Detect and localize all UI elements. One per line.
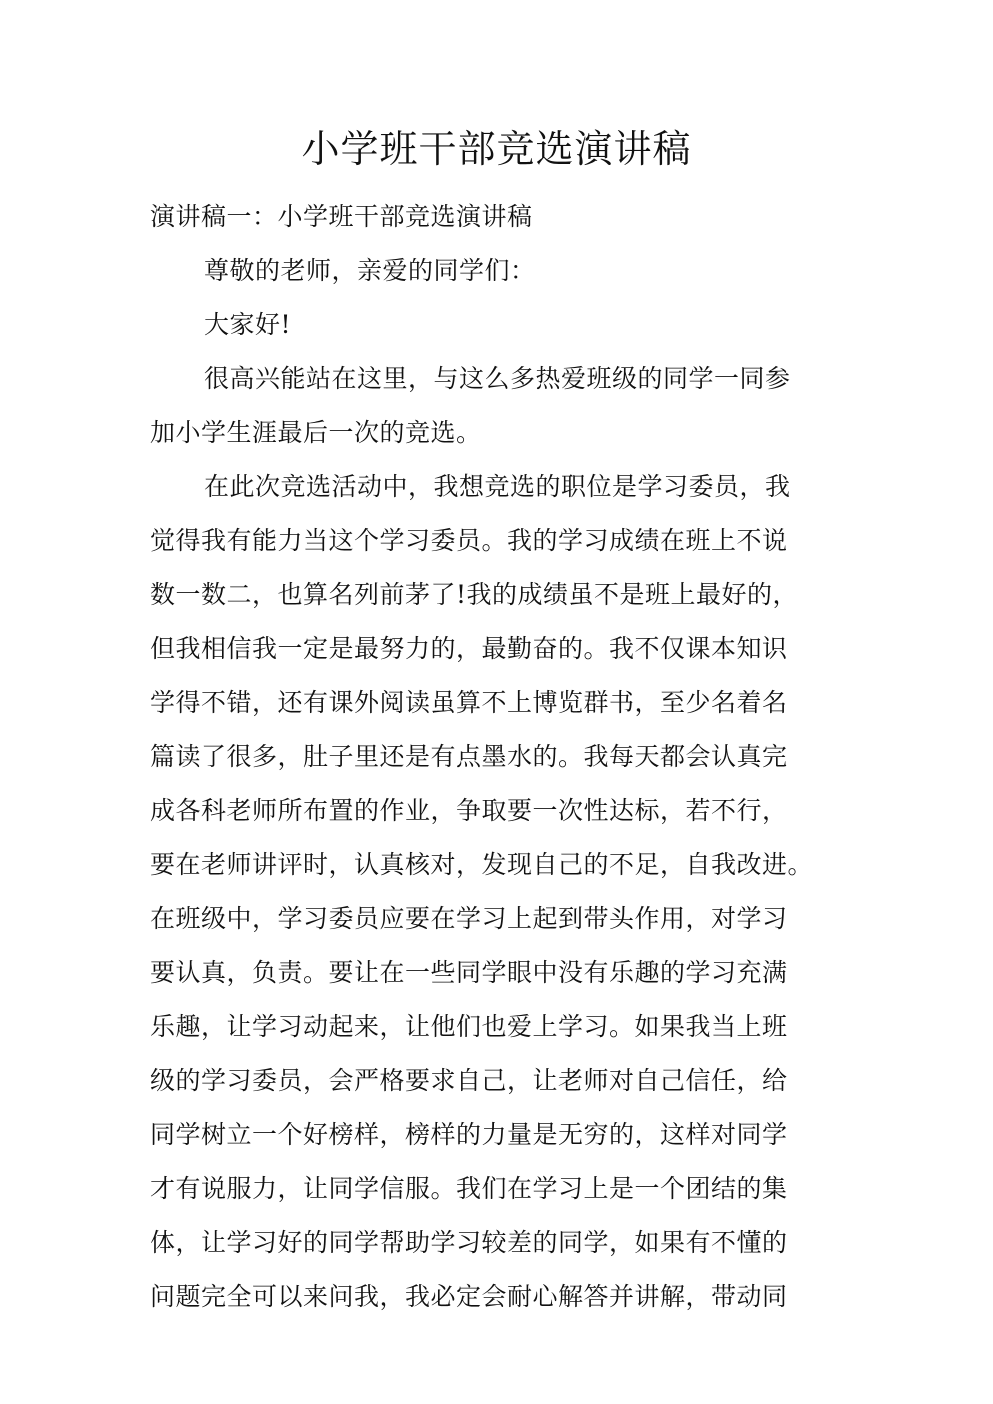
paragraph-line: 要认真，负责。要让在一些同学眼中没有乐趣的学习充满 <box>150 958 788 987</box>
paragraph-line: 学得不错，还有课外阅读虽算不上博览群书，至少名着名 <box>150 688 788 717</box>
paragraph-line: 在此次竞选活动中，我想竞选的职位是学习委员，我 <box>204 472 791 501</box>
paragraph-line: 体，让学习好的同学帮助学习较差的同学，如果有不懂的 <box>150 1228 788 1257</box>
paragraph-line: 加小学生涯最后一次的竞选。 <box>150 418 482 447</box>
paragraph-line: 很高兴能站在这里，与这么多热爱班级的同学一同参 <box>204 364 791 393</box>
paragraph-line: 要在老师讲评时，认真核对，发现自己的不足，自我改进。 <box>150 850 814 879</box>
paragraph-line: 乐趣，让学习动起来，让他们也爱上学习。如果我当上班 <box>150 1012 788 1041</box>
paragraph-line: 数一数二，也算名列前茅了!我的成绩虽不是班上最好的， <box>150 580 799 609</box>
paragraph-line: 才有说服力，让同学信服。我们在学习上是一个团结的集 <box>150 1174 788 1203</box>
subtitle-line: 演讲稿一：小学班干部竞选演讲稿 <box>150 202 533 231</box>
paragraph-line: 级的学习委员，会严格要求自己，让老师对自己信任，给 <box>150 1066 788 1095</box>
document-body <box>150 190 850 1324</box>
paragraph-line: 篇读了很多，肚子里还是有点墨水的。我每天都会认真完 <box>150 742 788 771</box>
paragraph-line: 问题完全可以来问我，我必定会耐心解答并讲解，带动同 <box>150 1282 788 1311</box>
paragraph-line: 在班级中，学习委员应要在学习上起到带头作用，对学习 <box>150 904 788 933</box>
salutation-line: 尊敬的老师，亲爱的同学们： <box>204 256 536 285</box>
paragraph-line: 但我相信我一定是最努力的，最勤奋的。我不仅课本知识 <box>150 634 788 663</box>
greeting-line: 大家好! <box>204 310 292 339</box>
paragraph-line: 觉得我有能力当这个学习委员。我的学习成绩在班上不说 <box>150 526 788 555</box>
document-title: 小学班干部竞选演讲稿 <box>301 127 692 171</box>
paragraph-line: 成各科老师所布置的作业，争取要一次性达标，若不行， <box>150 796 788 825</box>
paragraph-line: 同学树立一个好榜样，榜样的力量是无穷的，这样对同学 <box>150 1120 788 1149</box>
